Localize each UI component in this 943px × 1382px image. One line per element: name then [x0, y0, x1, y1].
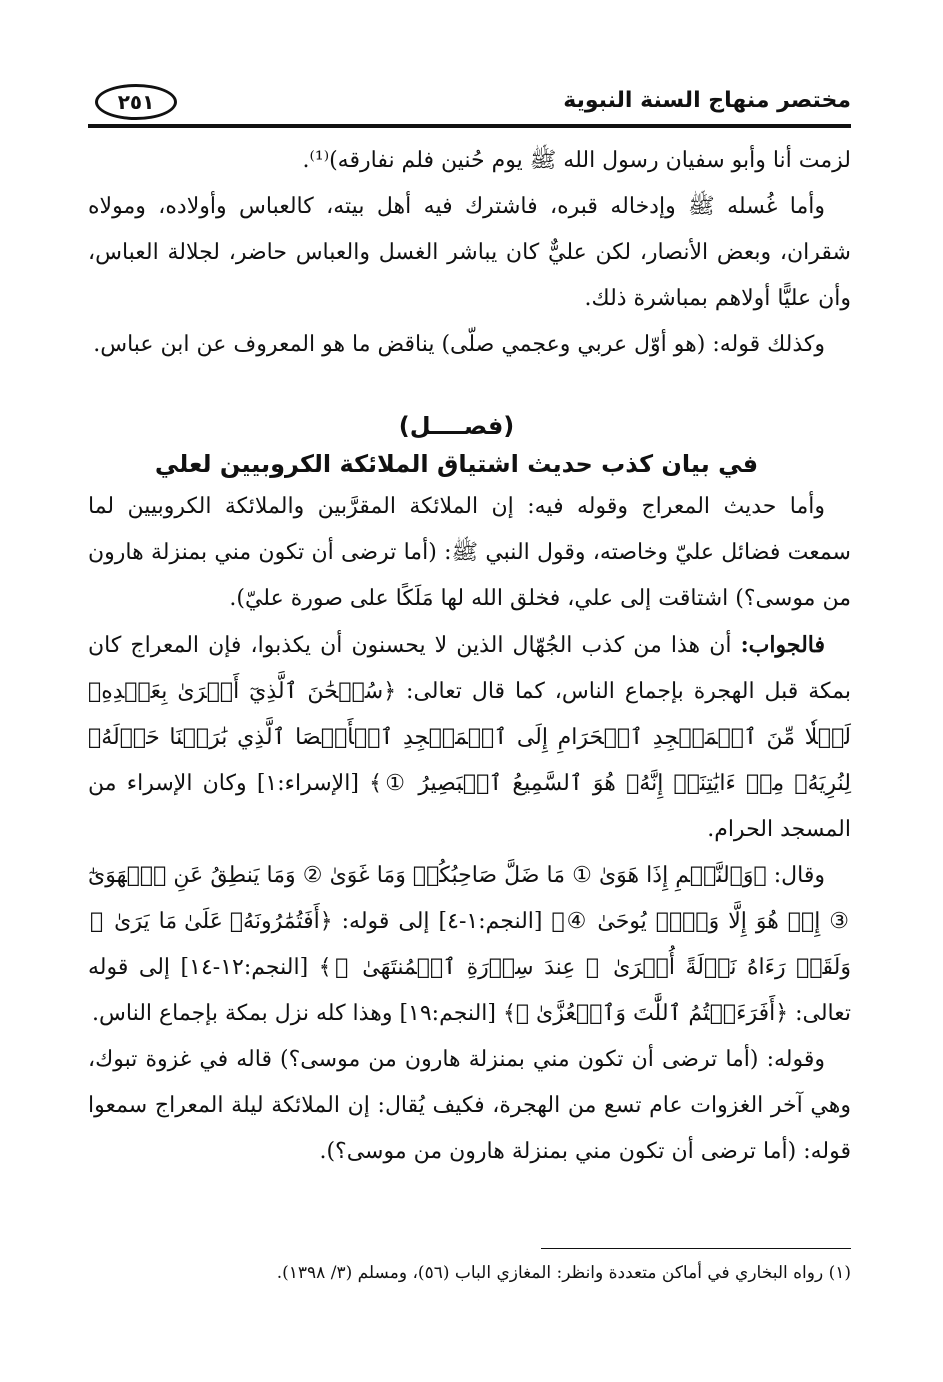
paragraph-3: وكذلك قوله: (هو أوّل عربي وعجمي صلّى) يناقض ما هو المعروف عن ابن عباس.	[93, 332, 825, 357]
quran-verse-najm-2: ﴿أَفَتُمَٰرُونَهُۥ عَلَىٰ مَا يَرَىٰ ⑫ وَلَقَدۡ رَءَاهُ نَزۡلَةً أُخۡرَىٰ ⑬ عِندَ سِدۡرَةِ ٱلۡمُنتَهَىٰ ⑭﴾	[88, 909, 851, 980]
running-header-title: مختصر منهاج السنة النبوية	[563, 88, 851, 113]
paragraph-6-text-b: [النجم:١-٤] إلى قوله:	[332, 909, 552, 934]
footnote-rule	[541, 1248, 851, 1249]
paragraph-6-text-a: وقال:	[766, 863, 825, 888]
paragraph-1: لزمت أنا وأبو سفيان رسول الله ﷺ يوم حُنين فلم نفارقه)⁽¹⁾.	[302, 148, 851, 173]
section-spacer	[88, 368, 851, 408]
section-title: (فصــــل)	[398, 412, 515, 440]
footnote: (١) رواه البخاري في أماكن متعددة وانظر: المغازي الباب (٥٦)، ومسلم (٣/ ١٣٩٨).	[276, 1263, 851, 1283]
quran-verse-najm-1: ﴿وَٱلنَّجۡمِ إِذَا هَوَىٰ ① مَا ضَلَّ صَاحِبُكُمۡ وَمَا غَوَىٰ ② وَمَا يَنطِقُ عَنِ ٱلۡهَوَىٰٓ ③ إِنۡ هُوَ إِلَّا وَحۡيٞ يُوحَىٰ ④﴾	[88, 863, 851, 934]
paragraph-5-text-b: [الإسراء:١] وكان الإسراء من المسجد الحرام.	[88, 771, 851, 842]
paragraph-5-text-a: أن هذا من كذب الجُهّال الذين لا يحسنون أن يكذبوا، فإن المعراج كان بمكة قبل الهجرة بإجماع الناس، كما قال تعالى:	[88, 633, 852, 704]
paragraph-7: وقوله: (أما ترضى أن تكون مني بمنزلة هارون من موسى؟) قاله في غزوة تبوك، وهي آخر الغزوات عام تسع من الهجرة، فكيف يُقال: إن الملائكة ليلة المعراج سمعوا قوله: (أما ترضى أن تكون مني بمنزلة هارون من موسى؟).	[88, 1047, 851, 1164]
section-subtitle: في بيان كذب حديث اشتياق الملائكة الكروبيين لعلي	[154, 450, 759, 478]
page-number-badge	[95, 84, 177, 120]
answer-lead: فالجواب:	[740, 632, 825, 658]
body-text	[88, 138, 851, 1175]
page-number: ٢٥١	[117, 90, 155, 114]
paragraph-6-text-c: [النجم:١٢-١٤] إلى قوله تعالى:	[88, 955, 851, 1026]
paragraph-5	[88, 622, 851, 853]
paragraph-4: وأما حديث المعراج وقوله فيه: إن الملائكة المقرَّبين والملائكة الكروبيين لما سمعت فضائل عليّ وخاصته، وقول النبي ﷺ: (أما ترضى أن تكون مني بمنزلة هارون من موسى؟) اشتاقت إلى علي، فخلق الله لها مَلَكًا على صورة عليّ).	[88, 494, 851, 611]
quran-verse-isra: ﴿سُبۡحَٰنَ ٱلَّذِيٓ أَسۡرَىٰ بِعَبۡدِهِۦ لَيۡلٗا مِّنَ ٱلۡمَسۡجِدِ ٱلۡحَرَامِ إِلَى ٱلۡمَسۡجِدِ ٱلۡأَقۡصَا ٱلَّذِي بَٰرَكۡنَا حَوۡلَهُۥ لِنُرِيَهُۥ مِنۡ ءَايَٰتِنَآۚ إِنَّهُۥ هُوَ ٱلسَّمِيعُ ٱلۡبَصِيرُ ①﴾	[88, 679, 851, 796]
paragraph-2: وأما غُسله ﷺ وإدخاله قبره، فاشترك فيه أهل بيته، كالعباس وأولاده، ومولاه شقران، وبعض الأنصار، لكن عليٌّ كان يباشر الغسل والعباس حاضر، لجلالة العباس، وأن عليًّا أولاهم بمباشرة ذلك.	[88, 194, 851, 311]
header-rule	[88, 124, 851, 128]
paragraph-6-text-d: [النجم:١٩] وهذا كله نزل بمكة بإجماع الناس.	[92, 1001, 503, 1026]
paragraph-6	[88, 853, 851, 1037]
quran-verse-najm-3: ﴿أَفَرَءَيۡتُمُ ٱللَّٰتَ وَٱلۡعُزَّىٰ ⑲﴾	[502, 1001, 789, 1026]
